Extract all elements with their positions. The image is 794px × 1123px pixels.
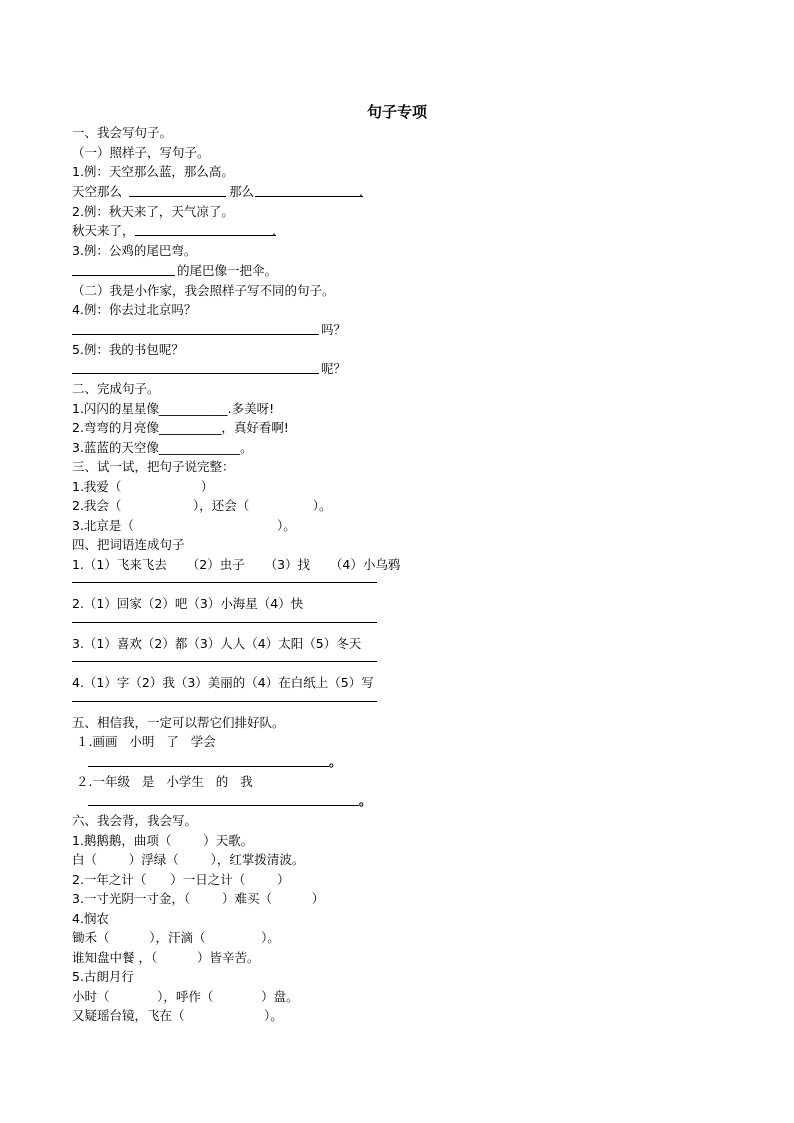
s5-q1-end: 。 [329, 753, 342, 769]
q1-end: . [359, 183, 363, 199]
section-5-heading: 五、相信我，一定可以帮它们排好队。 [72, 714, 285, 730]
section-3-heading: 三、试一试，把句子说完整： [72, 459, 235, 474]
worksheet-body [72, 123, 772, 1026]
q4-example: 4.例：你去过北京吗？ [72, 302, 197, 317]
section-1-sub2: （二）我是小作家，我会照样子写不同的句子。 [72, 282, 335, 298]
s5-q2-blank[interactable] [88, 805, 359, 806]
s6-q1a: 1.鹅鹅鹅，曲项（ ）天歌。 [72, 832, 254, 848]
s4-q3: 3.（1）喜欢（2）都（3）人人（4）太阳（5）冬天 [72, 635, 362, 651]
s6-q5-title: 5.古朗月行 [72, 969, 134, 984]
q1-blank-1[interactable] [129, 196, 226, 197]
s4-q4-blank[interactable] [72, 701, 377, 702]
q2-example: 2.例：秋天来了，天气凉了。 [72, 203, 234, 219]
q4-blank[interactable] [72, 334, 319, 335]
s5-q2-end: 。 [359, 793, 372, 808]
q2-end: . [272, 223, 276, 238]
q1-prefix: 天空那么 [72, 183, 123, 199]
q1-blank-2[interactable] [255, 196, 363, 197]
s6-q3: 3.一寸光阴一寸金，（ ）难买（ ） [72, 891, 325, 906]
q2-blank[interactable] [135, 235, 276, 236]
s4-q2: 2.（1）回家（2）吧（3）小海星（4）快 [72, 596, 304, 611]
s2-q2: 2.弯弯的月亮像__________，真好看啊! [72, 420, 289, 435]
s4-q3-answer [72, 653, 772, 673]
s3-q3: 3.北京是（ ）。 [72, 517, 296, 533]
q2-prefix: 秋天来了， [72, 223, 135, 238]
q3-suffix: 的尾巴像一把伞。 [177, 262, 278, 278]
q1-example: 1.例：天空那么蓝，那么高。 [72, 164, 234, 179]
s4-q2-answer [72, 614, 772, 634]
section-1-sub1: （一）照样子，写句子。 [72, 144, 210, 160]
s4-q1-answer [72, 574, 772, 594]
s4-q1-blank[interactable] [72, 582, 377, 583]
s2-q3: 3.蓝蓝的天空像_____________。 [72, 439, 253, 455]
page-title: 句子专项 [366, 103, 427, 121]
s3-q2: 2.我会（ ），还会（ ）。 [72, 498, 332, 513]
section-4-heading: 四、把词语连成句子 [72, 537, 185, 552]
q3-example: 3.例：公鸡的尾巴弯。 [72, 243, 197, 258]
s5-q1-blank[interactable] [88, 766, 329, 767]
s6-q2: 2.一年之计（ ）一日之计（ ） [72, 871, 290, 887]
q4-answer-line [72, 320, 772, 340]
s3-q1: 1.我爱（ ） [72, 478, 214, 494]
s4-q1: 1.（1）飞来飞去 （2）虫子 （3）找 （4）小乌鸦 [72, 556, 401, 572]
s6-q4a: 锄禾（ ），汗滴（ ）。 [72, 930, 280, 945]
s5-q2: ２.一年级 是 小学生 的 我 [76, 773, 253, 789]
s2-q1: 1.闪闪的星星像___________.多美呀! [72, 400, 275, 416]
s5-q1-answer [72, 752, 772, 772]
s6-q4b: 谁知盘中餐 ，（ ）皆辛苦。 [72, 949, 260, 965]
s4-q4-answer [72, 693, 772, 713]
s6-q5b: 又疑瑶台镜，飞在（ ）。 [72, 1008, 283, 1023]
s5-q1: １.画画 小明 了 学会 [76, 734, 216, 749]
s6-q5a: 小时（ ），呼作（ ）盘。 [72, 988, 299, 1004]
q1-mid: 那么 [229, 183, 255, 199]
q2-answer-line [72, 221, 772, 241]
q5-example: 5.例：我的书包呢？ [72, 341, 184, 357]
section-1-heading: 一、我会写句子。 [72, 125, 173, 140]
q3-blank[interactable] [72, 275, 175, 276]
q3-answer-line [72, 261, 772, 281]
s4-q2-blank[interactable] [72, 622, 377, 623]
q1-answer-line [72, 182, 772, 202]
s4-q3-blank[interactable] [72, 661, 377, 662]
section-6-heading: 六、我会背，我会写。 [72, 813, 198, 828]
s6-q4-title: 4.悯农 [72, 910, 109, 926]
section-2-heading: 二、完成句子。 [72, 381, 160, 396]
s5-q2-answer [72, 791, 772, 811]
s4-q4: 4.（1）字（2）我（3）美丽的（4）在白纸上（5）写 [72, 675, 374, 690]
q5-blank[interactable] [72, 373, 319, 374]
q5-answer-line [72, 359, 772, 379]
q4-end: 吗？ [321, 321, 347, 337]
s6-q1b: 白（ ）浮绿（ ），红掌拨清波。 [72, 852, 305, 867]
q5-end: 呢？ [321, 361, 347, 376]
